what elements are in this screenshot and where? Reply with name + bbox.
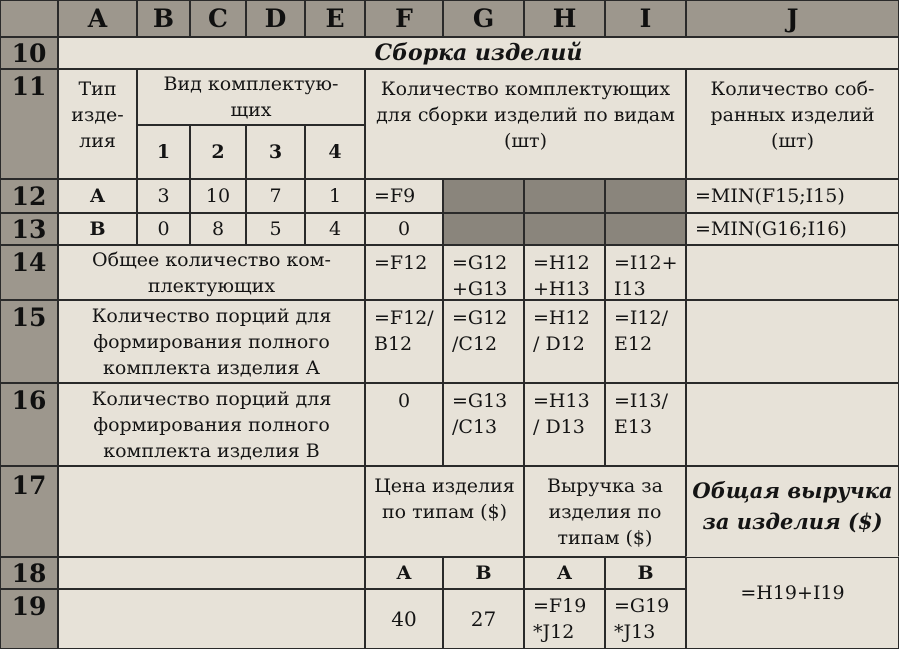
header-component-quantity[interactable]: Количество комплектующих для сборки изделий по видам (шт) <box>365 69 686 179</box>
cell-f16[interactable]: 0 <box>365 383 443 466</box>
cell-c13[interactable]: 8 <box>190 213 246 245</box>
cell-i15[interactable]: =I12/ E12 <box>605 300 686 383</box>
cell-j18-j19[interactable]: =H19+I19 <box>686 557 899 649</box>
header-component-kind[interactable]: Вид комплектую- щих <box>137 69 365 125</box>
cell-b12[interactable]: 3 <box>137 179 190 213</box>
header-item-type[interactable]: Тип изде- лия <box>58 69 137 179</box>
column-header-h[interactable]: H <box>524 0 605 37</box>
cell-h13[interactable] <box>524 213 605 245</box>
cell-f12[interactable]: =F9 <box>365 179 443 213</box>
cell-d12[interactable]: 7 <box>246 179 305 213</box>
column-header-g[interactable]: G <box>443 0 524 37</box>
cell-h14[interactable]: =H12 +H13 <box>524 245 605 300</box>
row-header-18[interactable]: 18 <box>0 557 58 589</box>
cell-h15[interactable]: =H12 / D12 <box>524 300 605 383</box>
cell-j13[interactable]: =MIN(G16;I16) <box>686 213 899 245</box>
cell-h18[interactable]: А <box>524 557 605 589</box>
column-header-e[interactable]: E <box>305 0 365 37</box>
cell-f19[interactable]: 40 <box>365 589 443 649</box>
cell-i14[interactable]: =I12+ I13 <box>605 245 686 300</box>
cell-f13[interactable]: 0 <box>365 213 443 245</box>
label-portions-a[interactable]: Количество порций для формирования полного комплекта изделия А <box>58 300 365 383</box>
label-total-components[interactable]: Общее количество ком- плектующих <box>58 245 365 300</box>
cell-c12[interactable]: 10 <box>190 179 246 213</box>
label-portions-b[interactable]: Количество порций для формирования полного комплекта изделия В <box>58 383 365 466</box>
cell-a13[interactable]: В <box>58 213 137 245</box>
cell-j12[interactable]: =MIN(F15;I15) <box>686 179 899 213</box>
cell-h16[interactable]: =H13 / D13 <box>524 383 605 466</box>
cell-i19[interactable]: =G19 *J13 <box>605 589 686 649</box>
cell-d13[interactable]: 5 <box>246 213 305 245</box>
cell-g13[interactable] <box>443 213 524 245</box>
cell-h12[interactable] <box>524 179 605 213</box>
cell-i12[interactable] <box>605 179 686 213</box>
cell-e13[interactable]: 4 <box>305 213 365 245</box>
row-header-13[interactable]: 13 <box>0 213 58 245</box>
cell-h19[interactable]: =F19 *J12 <box>524 589 605 649</box>
corner-cell[interactable] <box>0 0 58 37</box>
header-kind-4[interactable]: 4 <box>305 125 365 179</box>
header-kind-3[interactable]: 3 <box>246 125 305 179</box>
cell-f15[interactable]: =F12/ B12 <box>365 300 443 383</box>
cell-g18[interactable]: В <box>443 557 524 589</box>
header-item-price[interactable]: Цена изделия по типам ($) <box>365 466 524 557</box>
cell-i13[interactable] <box>605 213 686 245</box>
cell-a18-e18[interactable] <box>58 557 365 589</box>
row-header-11[interactable]: 11 <box>0 69 58 179</box>
cell-g15[interactable]: =G12 /C12 <box>443 300 524 383</box>
cell-g14[interactable]: =G12 +G13 <box>443 245 524 300</box>
row-header-17[interactable]: 17 <box>0 466 58 557</box>
row-header-10[interactable]: 10 <box>0 37 58 69</box>
header-kind-1[interactable]: 1 <box>137 125 190 179</box>
cell-i18[interactable]: В <box>605 557 686 589</box>
cell-f14[interactable]: =F12 <box>365 245 443 300</box>
cell-g19[interactable]: 27 <box>443 589 524 649</box>
column-header-j[interactable]: J <box>686 0 899 37</box>
column-header-c[interactable]: C <box>190 0 246 37</box>
cell-g12[interactable] <box>443 179 524 213</box>
row-header-12[interactable]: 12 <box>0 179 58 213</box>
header-revenue-by-type[interactable]: Выручка за изделия по типам ($) <box>524 466 686 557</box>
cell-e12[interactable]: 1 <box>305 179 365 213</box>
row-header-14[interactable]: 14 <box>0 245 58 300</box>
column-header-i[interactable]: I <box>605 0 686 37</box>
column-header-b[interactable]: B <box>137 0 190 37</box>
column-header-f[interactable]: F <box>365 0 443 37</box>
column-header-d[interactable]: D <box>246 0 305 37</box>
row-header-16[interactable]: 16 <box>0 383 58 466</box>
cell-j15[interactable] <box>686 300 899 383</box>
row-header-15[interactable]: 15 <box>0 300 58 383</box>
cell-a17-e17[interactable] <box>58 466 365 557</box>
table-title[interactable]: Сборка изделий <box>58 37 899 69</box>
cell-f18[interactable]: А <box>365 557 443 589</box>
cell-b13[interactable]: 0 <box>137 213 190 245</box>
cell-g16[interactable]: =G13 /C13 <box>443 383 524 466</box>
column-header-a[interactable]: A <box>58 0 137 37</box>
header-kind-2[interactable]: 2 <box>190 125 246 179</box>
row-header-19[interactable]: 19 <box>0 589 58 649</box>
cell-i16[interactable]: =I13/ E13 <box>605 383 686 466</box>
cell-a12[interactable]: А <box>58 179 137 213</box>
cell-j14[interactable] <box>686 245 899 300</box>
header-total-revenue[interactable]: Общая выручка за изделия ($) <box>686 466 899 557</box>
header-assembled-count[interactable]: Количество соб- ранных изделий (шт) <box>686 69 899 179</box>
cell-a19-e19[interactable] <box>58 589 365 649</box>
cell-j16[interactable] <box>686 383 899 466</box>
